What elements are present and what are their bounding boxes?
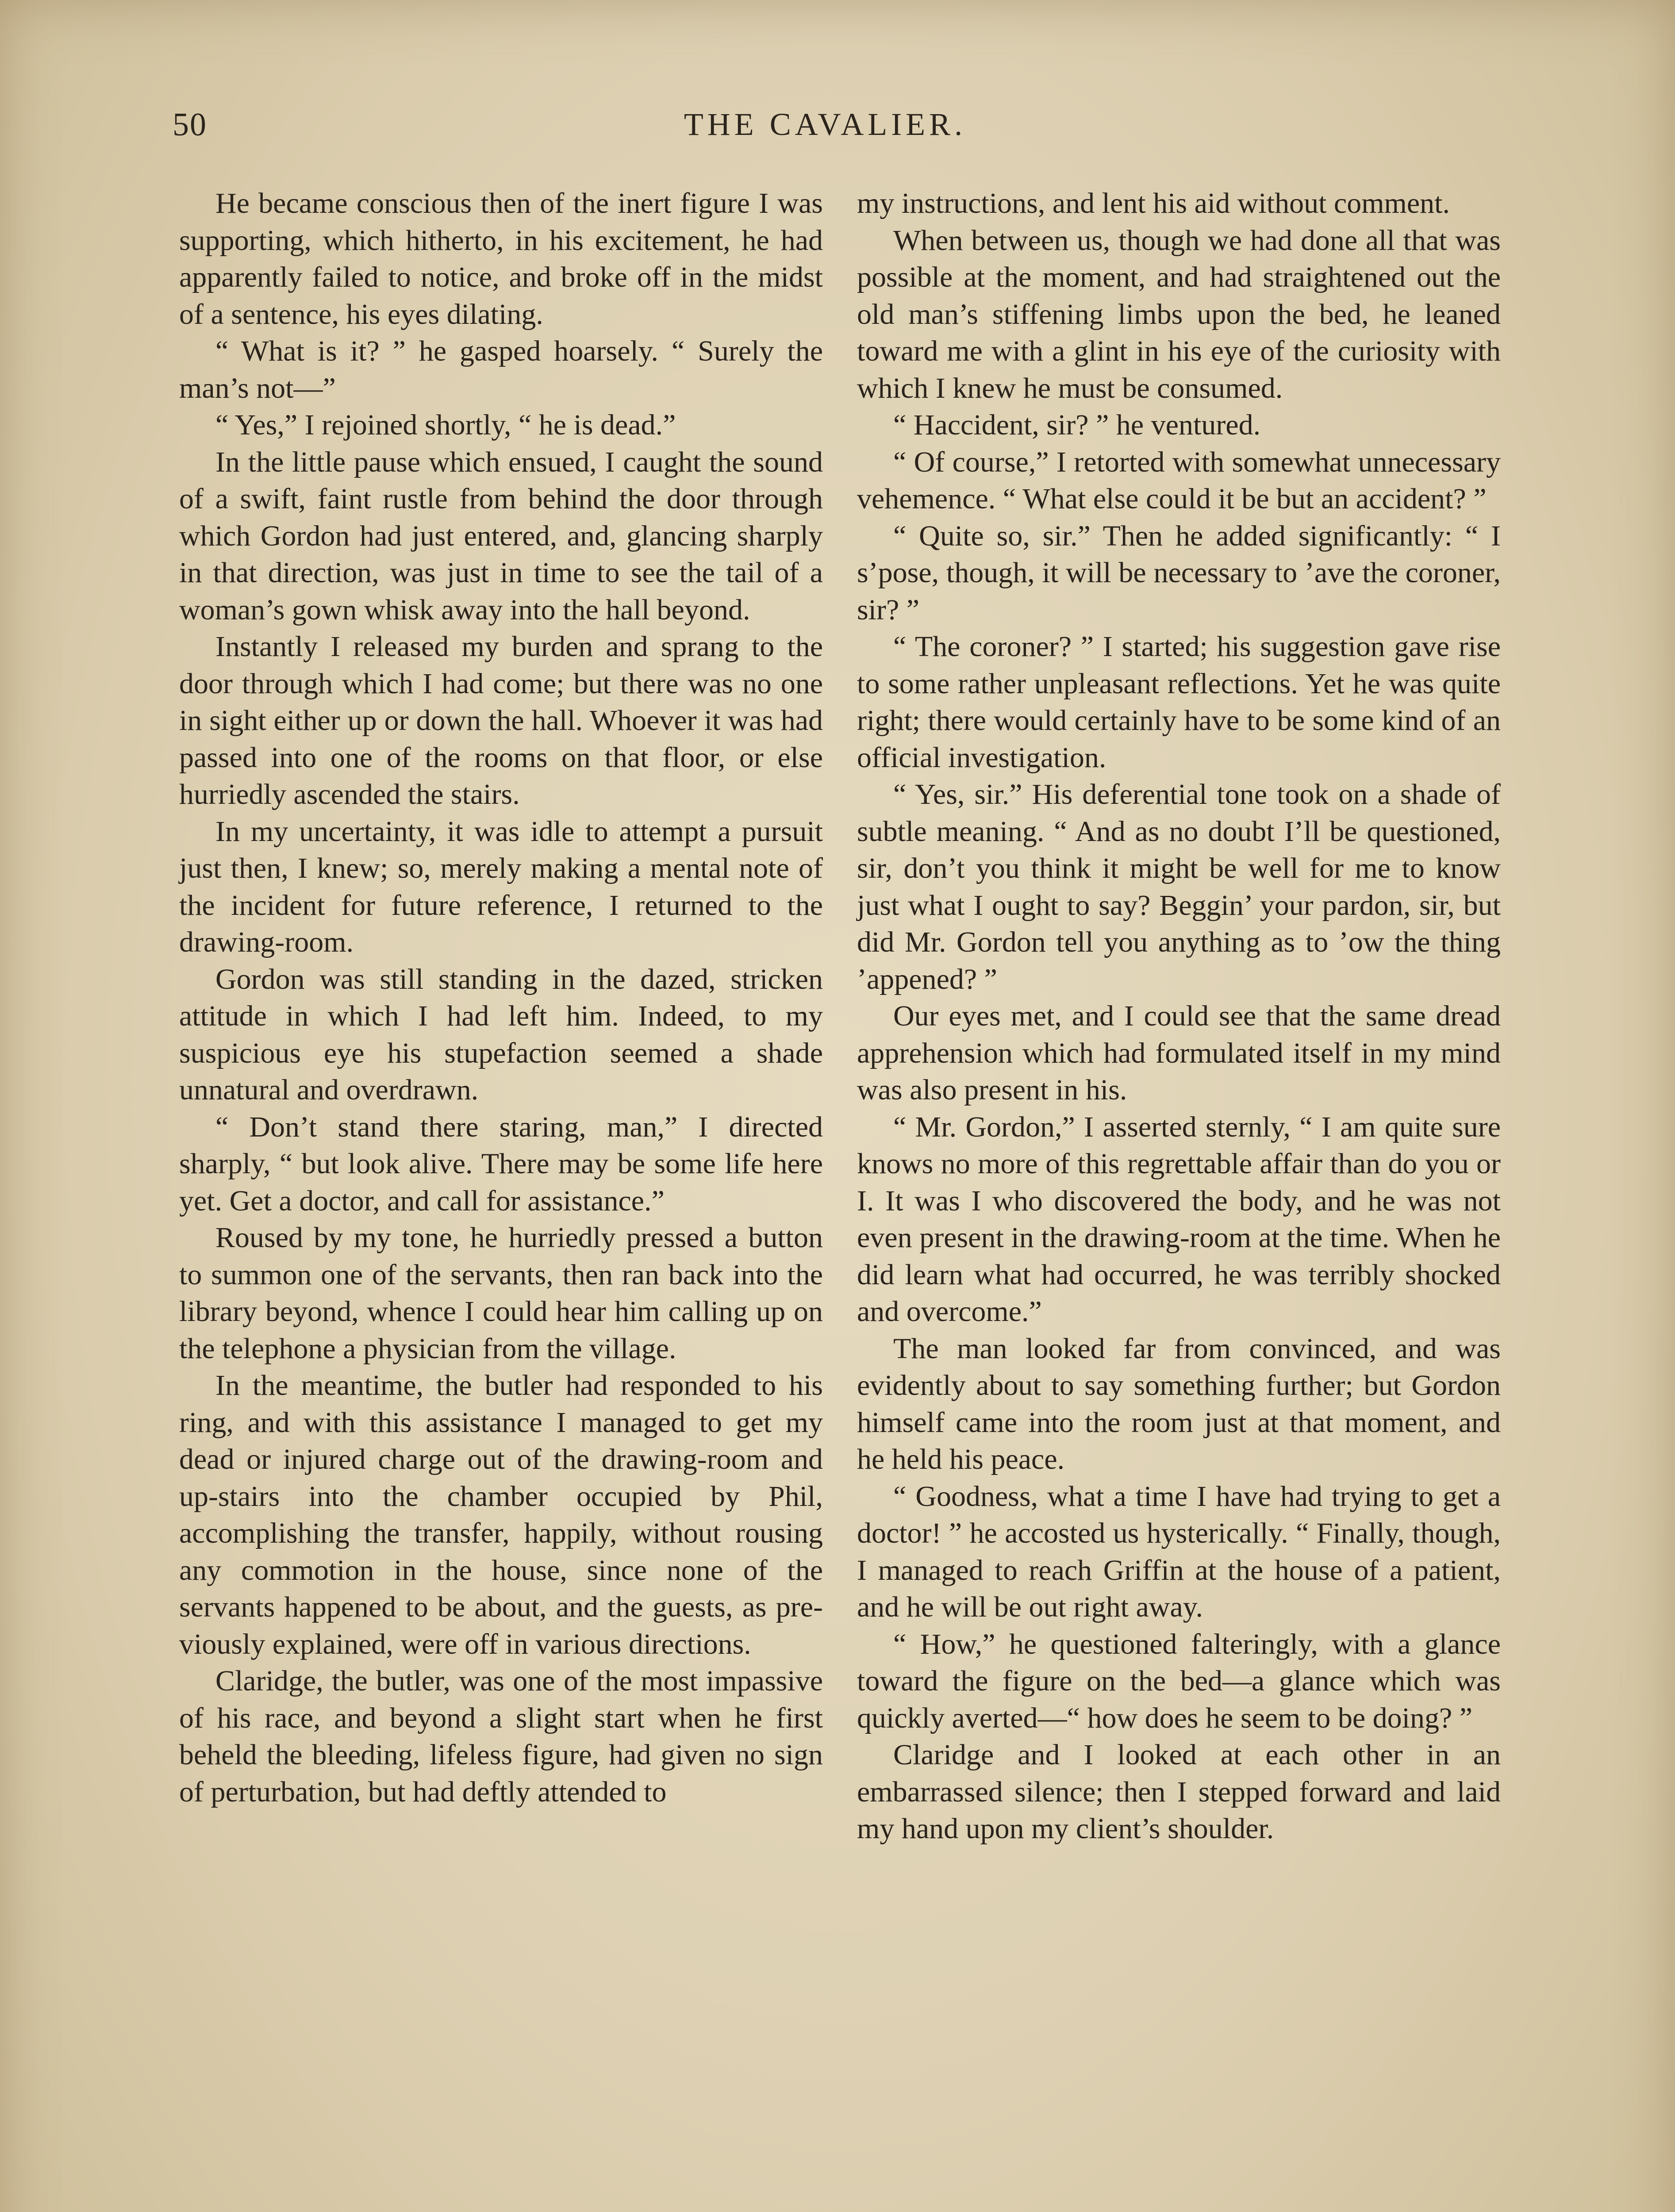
paragraph: Roused by my tone, he hurriedly pressed a button to summon one of the servants, then ran back into the library beyond, whence I could hear him calling up on the telephone a physician from the village. [179, 1221, 823, 1365]
paragraph: Claridge and I looked at each other in an embarrassed silence; then I stepped forward and laid my hand upon my client’s shoulder. [857, 1739, 1501, 1845]
paragraph: “ Goodness, what a time I have had trying to get a doctor! ” he accosted us hysterically. “ Finally, though, I managed to reach Griffin at the house of a patient, and he will be out right away. [857, 1480, 1501, 1623]
paragraph: Our eyes met, and I could see that the same dread apprehension which had formulated itself in my mind was also present in his. [857, 1000, 1501, 1106]
paragraph: In the little pause which ensued, I caught the sound of a swift, faint rustle from behind the door through which Gordon had just entered, and, glancing sharply in that direction, was just in time to see the tail of a woman’s gown whisk away into the hall beyond. [179, 445, 823, 626]
paragraph: The man looked far from convinced, and was evidently about to say something further; but Gordon himself came into the room just at that moment, and he held his peace. [857, 1332, 1501, 1475]
paragraph: In my uncertainty, it was idle to attempt a pursuit just then, I knew; so, merely making a mental note of the incident for future reference, I returned to the drawing-room. [179, 815, 823, 958]
paragraph: “ How,” he questioned falteringly, with a glance toward the figure on the bed—a glance which was quickly averted—“ how does he seem to be doing? ” [857, 1628, 1501, 1734]
paragraph: He became conscious then of the inert figure I was supporting, which hitherto, in his excitement, he had apparently failed to notice, and broke off in the midst of a sentence, his eyes dilating. [179, 187, 823, 330]
paragraph: “ Don’t stand there staring, man,” I directed sharply, “ but look alive. There may be some life here yet. Get a doctor, and call for assistance.” [179, 1110, 823, 1217]
right-text-column [857, 185, 1501, 1847]
paragraph: Claridge, the butler, was one of the most impassive of his race, and beyond a slight start when he first beheld the bleeding, lifeless figure, had given no sign of perturbation, but had deftly attended to [179, 1665, 823, 1808]
paragraph: “ Yes, sir.” His deferential tone took on a shade of subtle meaning. “ And as no doubt I’ll be questioned, sir, don’t you think it might be well for me to know just what I ought to say? Beggin’ your pardon, sir, but did Mr. Gordon tell you anything as to ’ow the thing ’appened? ” [857, 778, 1501, 995]
paragraph: Instantly I released my burden and sprang to the door through which I had come; but there was no one in sight either up or down the hall. Whoever it was had passed into one of the rooms on that floor, or else hurriedly ascended the stairs. [179, 630, 823, 810]
running-head [173, 106, 1478, 155]
paragraph: In the meantime, the butler had responded to his ring, and with this assistance I managed to get my dead or injured charge out of the drawing-room and up-stairs into the chamber occupied by Phil, accomplishing the transfer, happily, without rousing any commotion in the house, since none of the servants happened to be about, and the guests, as previously explained, were off in various directions. [179, 1369, 823, 1660]
paragraph: “ Haccident, sir? ” he ventured. [893, 409, 1261, 441]
left-text-column [179, 185, 823, 1810]
paragraph: Gordon was still standing in the dazed, stricken attitude in which I had left him. Indeed, to my suspicious eye his stupefaction seemed a shade unnatural and overdrawn. [179, 963, 823, 1106]
paragraph: “ Mr. Gordon,” I asserted sternly, “ I am quite sure knows no more of this regrettable affair than do you or I. It was I who discovered the body, and he was not even present in the drawing-room at the time. When he did learn what had occurred, he was terribly shocked and overcome.” [857, 1110, 1501, 1328]
paragraph: “ The coroner? ” I started; his suggestion gave rise to some rather unpleasant reflections. Yet he was quite right; there would certainly have to be some kind of an official investigation. [857, 630, 1501, 774]
paragraph: “ What is it? ” he gasped hoarsely. “ Surely the man’s not—” [179, 335, 823, 404]
journal-title: THE CAVALIER. [684, 107, 967, 142]
continued-paragraph: my instructions, and lent his aid without comment. [857, 187, 1450, 219]
paragraph: “ Of course,” I retorted with somewhat unnecessary vehemence. “ What else could it be but an accident? ” [857, 445, 1501, 515]
page-number: 50 [173, 107, 207, 143]
paragraph: “ Quite so, sir.” Then he added significantly: “ I s’pose, though, it will be necessary to ’ave the coroner, sir? ” [857, 519, 1501, 626]
paragraph: “ Yes,” I rejoined shortly, “ he is dead.” [215, 409, 676, 441]
paragraph: When between us, though we had done all that was possible at the moment, and had straightened out the old man’s stiffening limbs upon the bed, he leaned toward me with a glint in his eye of the curiosity with which I knew he must be consumed. [857, 224, 1501, 404]
